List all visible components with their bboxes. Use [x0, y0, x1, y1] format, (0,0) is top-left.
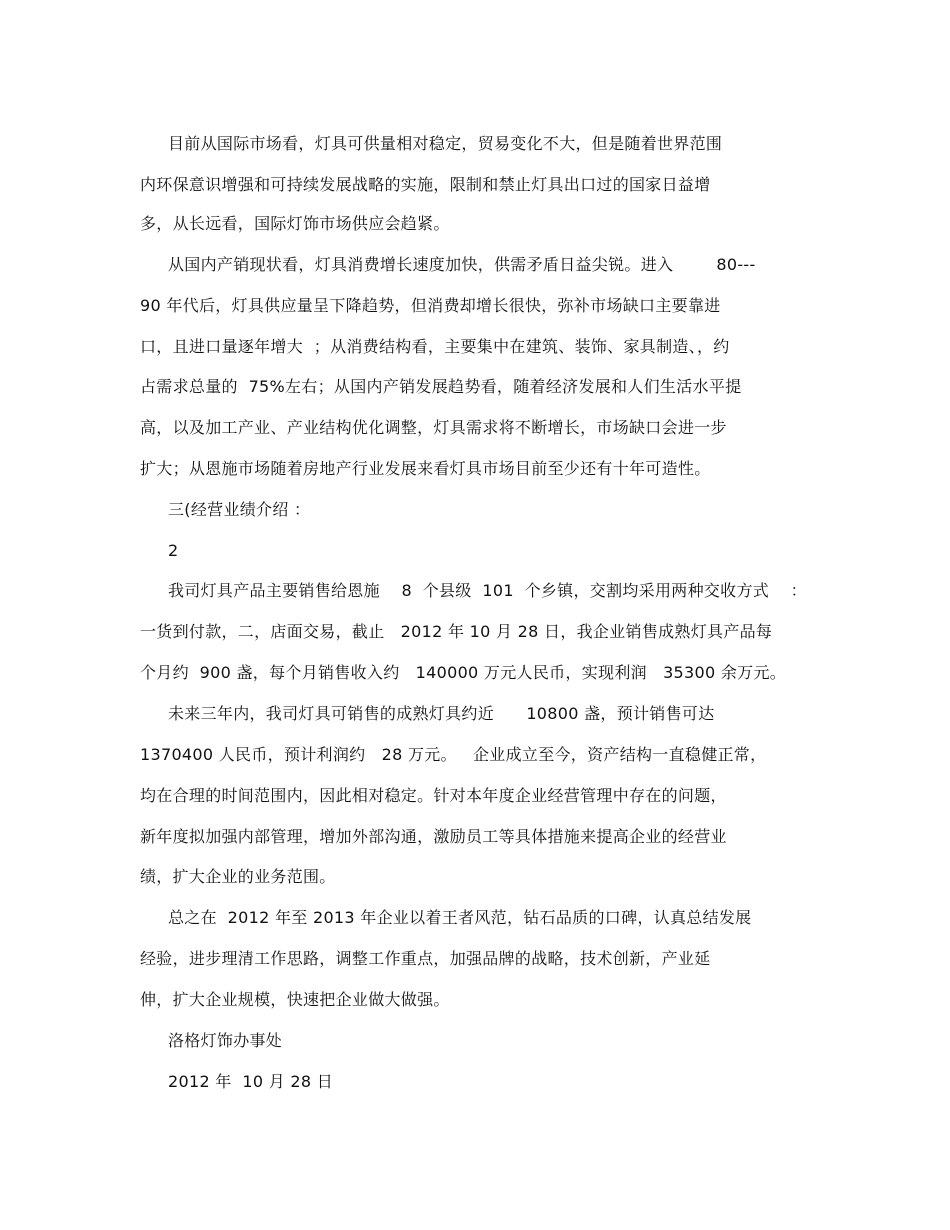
paragraph-line: 占需求总量的 75%左右；从国内产销发展趋势看，随着经济发展和人们生活水平提 — [140, 377, 742, 396]
paragraph-line: 未来三年内，我司灯具可销售的成熟灯具约近 10800 盏，预计销售可达 — [168, 704, 715, 723]
paragraph-line: 新年度拟加强内部管理，增加外部沟通，激励员工等具体措施来提高企业的经营业 — [140, 827, 727, 846]
paragraph-line: 扩大；从恩施市场随着房地产行业发展来看灯具市场目前至少还有十年可造性。 — [140, 459, 711, 478]
paragraph-line: 伸，扩大企业规模，快速把企业做大做强。 — [140, 990, 450, 1009]
paragraph-line: 1370400 人民币，预计利润约 28 万元。 企业成立至今，资产结构一直稳健正常， — [140, 745, 767, 764]
paragraph-line: 内环保意识增强和可持续发展战略的实施，限制和禁止灯具出口过的国家日益增 — [140, 175, 711, 194]
paragraph-line: 口，且进口量逐年增大 ；从消费结构看，主要集中在建筑、装饰、家具制造、，约 — [140, 337, 730, 356]
paragraph-line: 多，从长远看，国际灯饰市场供应会趋紧。 — [140, 214, 450, 233]
paragraph-line: 总之在 2012 年至 2013 年企业以着王者风范，钻石品质的口碑，认真总结发展 — [168, 908, 752, 927]
paragraph-line: 经验，进步理清工作思路，调整工作重点，加强品牌的战略，技术创新，产业延 — [140, 949, 711, 968]
signature-org: 洛格灯饰办事处 — [168, 1031, 283, 1050]
paragraph-line: 均在合理的时间范围内，因此相对稳定。针对本年度企业经营管理中存在的问题， — [140, 786, 727, 805]
signature-date: 2012 年 10 月 28 日 — [168, 1072, 334, 1091]
paragraph-line: 一货到付款，二，店面交易，截止 2012 年 10 月 28 日，我企业销售成熟灯具产品每 — [140, 622, 773, 641]
page-number: 2 — [168, 541, 179, 560]
paragraph-line: 高，以及加工产业、产业结构优化调整，灯具需求将不断增长，市场缺口会进一步 — [140, 418, 727, 437]
paragraph-line: 从国内产销现状看，灯具消费增长速度加快，供需矛盾日益尖锐。进入 80--- — [168, 255, 756, 274]
paragraph-line: 我司灯具产品主要销售给恩施 8 个县级 101 个乡镇，交割均采用两种交收方式 ： — [168, 581, 807, 600]
paragraph-line: 目前从国际市场看，灯具可供量相对稳定，贸易变化不大，但是随着世界范围 — [168, 134, 723, 153]
paragraph-line: 90 年代后，灯具供应量呈下降趋势，但消费却增长很快，弥补市场缺口主要靠进 — [140, 296, 721, 315]
section-heading: 三(经营业绩介绍 ： — [168, 500, 311, 519]
paragraph-line: 个月约 900 盏，每个月销售收入约 140000 万元人民币，实现利润 35300 余万元。 — [140, 663, 787, 682]
paragraph-line: 绩，扩大企业的业务范围。 — [140, 867, 336, 886]
